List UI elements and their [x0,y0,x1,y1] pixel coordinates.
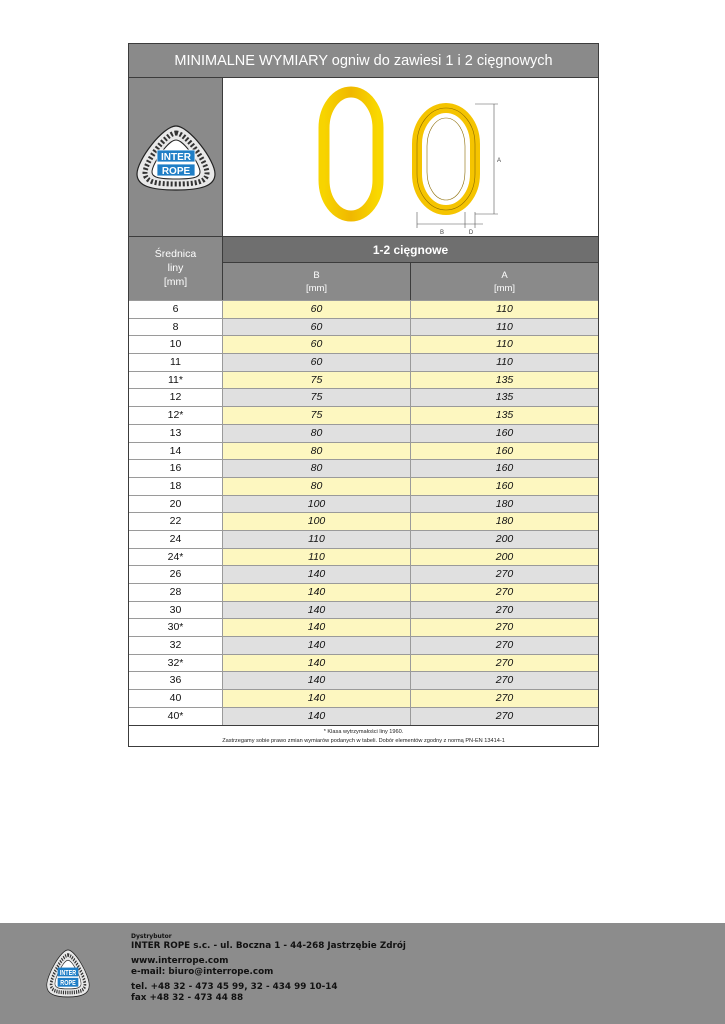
distributor-info [131,933,406,1004]
table-row [129,583,598,601]
cell-b: 140 [223,602,411,619]
table-row [129,353,598,371]
cell-b: 140 [223,672,411,689]
master-link-photo [324,92,378,216]
note-disclaimer: Zastrzegamy sobie prawo zmian wymiarów podanych w tabeli. Dobór elementów zgodny z normą PN-EN 13414-1 [222,738,505,744]
cell-diameter: 8 [129,319,223,336]
cell-a: 270 [411,690,598,707]
table-row [129,689,598,707]
website-link[interactable]: www.interrope.com [131,956,229,966]
cell-b: 75 [223,389,411,406]
table-row [129,459,598,477]
logo-text-top: INTER [161,152,191,163]
header-line: [mm] [305,283,328,294]
table-row [129,424,598,442]
distributor-label: Dystrybutor [131,933,172,940]
header-line: B [313,270,320,281]
fax-number: fax +48 32 - 473 44 88 [131,993,244,1003]
cell-a: 270 [411,584,598,601]
footer-logo-bottom: ROPE [60,979,76,988]
cell-diameter: 18 [129,478,223,495]
cell-a: 110 [411,336,598,353]
cell-a: 270 [411,708,598,725]
cell-a: 160 [411,478,598,495]
cell-b: 80 [223,478,411,495]
column-header-diameter [129,236,223,300]
cell-a: 180 [411,496,598,513]
cell-diameter: 22 [129,513,223,530]
cell-diameter: 28 [129,584,223,601]
cell-diameter: 32* [129,655,223,672]
header-line: A [501,270,508,281]
cell-diameter: 12 [129,389,223,406]
table-row [129,530,598,548]
table-body [129,300,598,725]
table-row [129,618,598,636]
cell-b: 75 [223,372,411,389]
page-title: MINIMALNE WYMIARY ogniw do zawiesi 1 i 2 cięgnowych [129,44,598,78]
table-row [129,300,598,318]
cell-b: 100 [223,513,411,530]
cell-b: 140 [223,708,411,725]
cell-a: 270 [411,602,598,619]
cell-diameter: 24* [129,549,223,566]
cell-a: 270 [411,655,598,672]
table-row [129,371,598,389]
table-row [129,495,598,513]
dimension-label-a: A [497,158,502,164]
table-row [129,512,598,530]
cell-a: 270 [411,672,598,689]
cell-b: 110 [223,549,411,566]
logo-text-bottom: ROPE [161,166,191,177]
table-row [129,636,598,654]
column-header-b [223,262,411,300]
table-row [129,318,598,336]
email-link[interactable]: e-mail: biuro@interrope.com [131,967,274,977]
cell-b: 60 [223,319,411,336]
cell-b: 60 [223,336,411,353]
cell-a: 135 [411,372,598,389]
cell-a: 110 [411,319,598,336]
cell-b: 110 [223,531,411,548]
header-line: [mm] [493,283,516,294]
cell-b: 140 [223,637,411,654]
cell-diameter: 16 [129,460,223,477]
phone-number: tel. +48 32 - 473 45 99, 32 - 434 99 10-14 [131,982,338,992]
distributor-footer [0,923,725,1024]
dimension-table-sheet [128,43,599,747]
cell-a: 270 [411,619,598,636]
footer-logo [34,931,102,1017]
cell-diameter: 40 [129,690,223,707]
cell-a: 200 [411,531,598,548]
cell-diameter: 32 [129,637,223,654]
dimension-label-d: D [468,230,474,236]
cell-diameter: 10 [129,336,223,353]
cell-diameter: 20 [129,496,223,513]
dimension-label-b: B [439,230,445,236]
table-row [129,654,598,672]
table-row [129,707,598,725]
table-row [129,548,598,566]
cell-b: 140 [223,584,411,601]
cell-a: 135 [411,407,598,424]
table-row [129,601,598,619]
column-group-header: 1-2 cięgnowe [223,236,598,262]
table-row [129,406,598,424]
table-row [129,335,598,353]
footer-logo-top: INTER [59,969,77,978]
cell-diameter: 36 [129,672,223,689]
cell-diameter: 30 [129,602,223,619]
cell-diameter: 24 [129,531,223,548]
cell-diameter: 11* [129,372,223,389]
header-line: liny [167,262,184,274]
cell-b: 140 [223,655,411,672]
inter-rope-logo [129,78,223,236]
cell-diameter: 14 [129,443,223,460]
cell-a: 160 [411,425,598,442]
header-line: [mm] [163,276,188,288]
table-row [129,477,598,495]
cell-b: 75 [223,407,411,424]
cell-b: 140 [223,690,411,707]
cell-b: 140 [223,566,411,583]
cell-b: 80 [223,425,411,442]
cell-a: 200 [411,549,598,566]
column-header-a [411,262,598,300]
cell-b: 60 [223,301,411,318]
master-link-drawing [417,108,475,210]
cell-b: 140 [223,619,411,636]
cell-a: 110 [411,354,598,371]
table-row [129,388,598,406]
cell-diameter: 6 [129,301,223,318]
cell-b: 100 [223,496,411,513]
cell-a: 110 [411,301,598,318]
cell-a: 135 [411,389,598,406]
cell-diameter: 40* [129,708,223,725]
cell-diameter: 26 [129,566,223,583]
master-link-illustration [223,78,598,236]
cell-b: 60 [223,354,411,371]
company-address: INTER ROPE s.c. - ul. Boczna 1 - 44-268 Jastrzębie Zdrój [131,941,406,951]
table-row [129,442,598,460]
cell-a: 270 [411,637,598,654]
note-strength-class: * Klasa wytrzymałości liny 1960. [323,729,404,735]
cell-a: 160 [411,443,598,460]
logo-cell [129,78,223,236]
cell-a: 180 [411,513,598,530]
cell-b: 80 [223,460,411,477]
cell-b: 80 [223,443,411,460]
table-row [129,565,598,583]
cell-diameter: 13 [129,425,223,442]
cell-a: 160 [411,460,598,477]
link-drawing [223,78,598,236]
cell-diameter: 30* [129,619,223,636]
table-notes [129,725,598,746]
table-row [129,671,598,689]
cell-diameter: 11 [129,354,223,371]
cell-a: 270 [411,566,598,583]
cell-diameter: 12* [129,407,223,424]
header-line: Średnica [154,248,197,260]
